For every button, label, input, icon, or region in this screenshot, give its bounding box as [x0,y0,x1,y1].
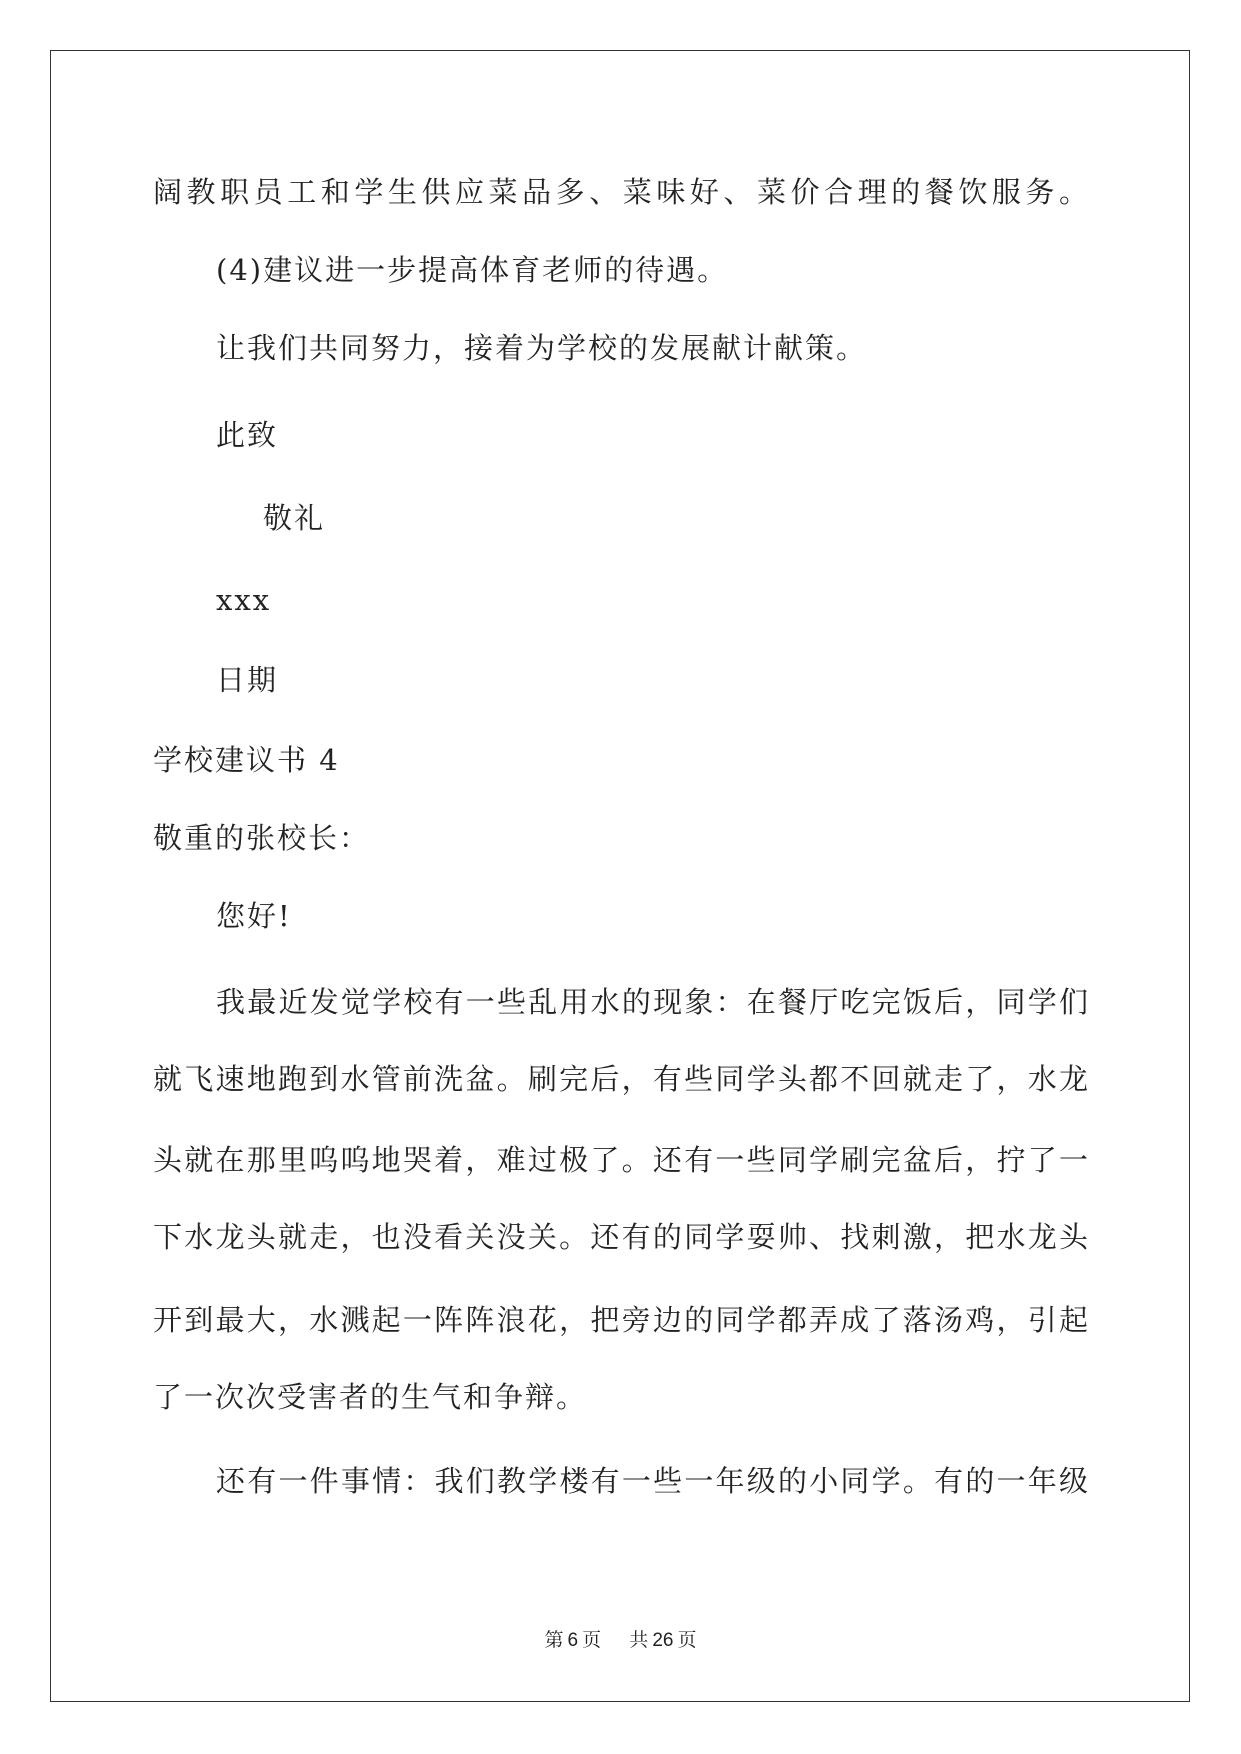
text-line-3: 让我们共同努力，接着为学校的发展献计献策。 [216,331,868,365]
footer-total-suffix: 页 [677,1629,697,1651]
paragraph-line-3: 头就在那里呜呜地哭着，难过极了。还有一些同学刷完盆后，拧了一 [153,1143,1088,1177]
paragraph-line-5: 开到最大，水溅起一阵阵浪花，把旁边的同学都弄成了落汤鸡，引起 [153,1303,1088,1337]
footer-total-pages: 26 [652,1630,674,1651]
text-line-2: (4)建议进一步提高体育老师的待遇。 [216,253,729,287]
footer-page-word: 页 [582,1629,602,1651]
signature-name: xxx [216,583,272,617]
paragraph-line-2: 就飞速地跑到水管前洗盆。刷完后，有些同学头都不回就走了，水龙 [153,1062,1088,1096]
page-border [50,50,1190,1702]
footer-current-page: 6 [567,1630,579,1651]
paragraph-line-7: 还有一件事情：我们教学楼有一些一年级的小同学。有的一年级 [216,1464,1088,1498]
letter-greeting: 敬重的张校长： [153,821,371,855]
text-line-1: 阔教职员工和学生供应菜品多、菜味好、菜价合理的餐饮服务。 [153,175,1088,209]
letter-hello: 您好! [216,899,292,933]
section-title: 学校建议书 4 [153,743,340,777]
footer-total-prefix: 共 [629,1629,649,1651]
paragraph-line-4: 下水龙头就走，也没看关没关。还有的同学耍帅、找刺激，把水龙头 [153,1220,1088,1254]
signature-date: 日期 [216,663,279,697]
page-footer [0,1628,1241,1653]
paragraph-line-1: 我最近发觉学校有一些乱用水的现象：在餐厅吃完饭后，同学们 [216,985,1088,1019]
closing-respect: 敬礼 [263,501,326,535]
closing-salutation: 此致 [216,418,279,452]
paragraph-line-6: 了一次次受害者的生气和争辩。 [153,1380,588,1414]
footer-prefix: 第 [544,1629,564,1651]
